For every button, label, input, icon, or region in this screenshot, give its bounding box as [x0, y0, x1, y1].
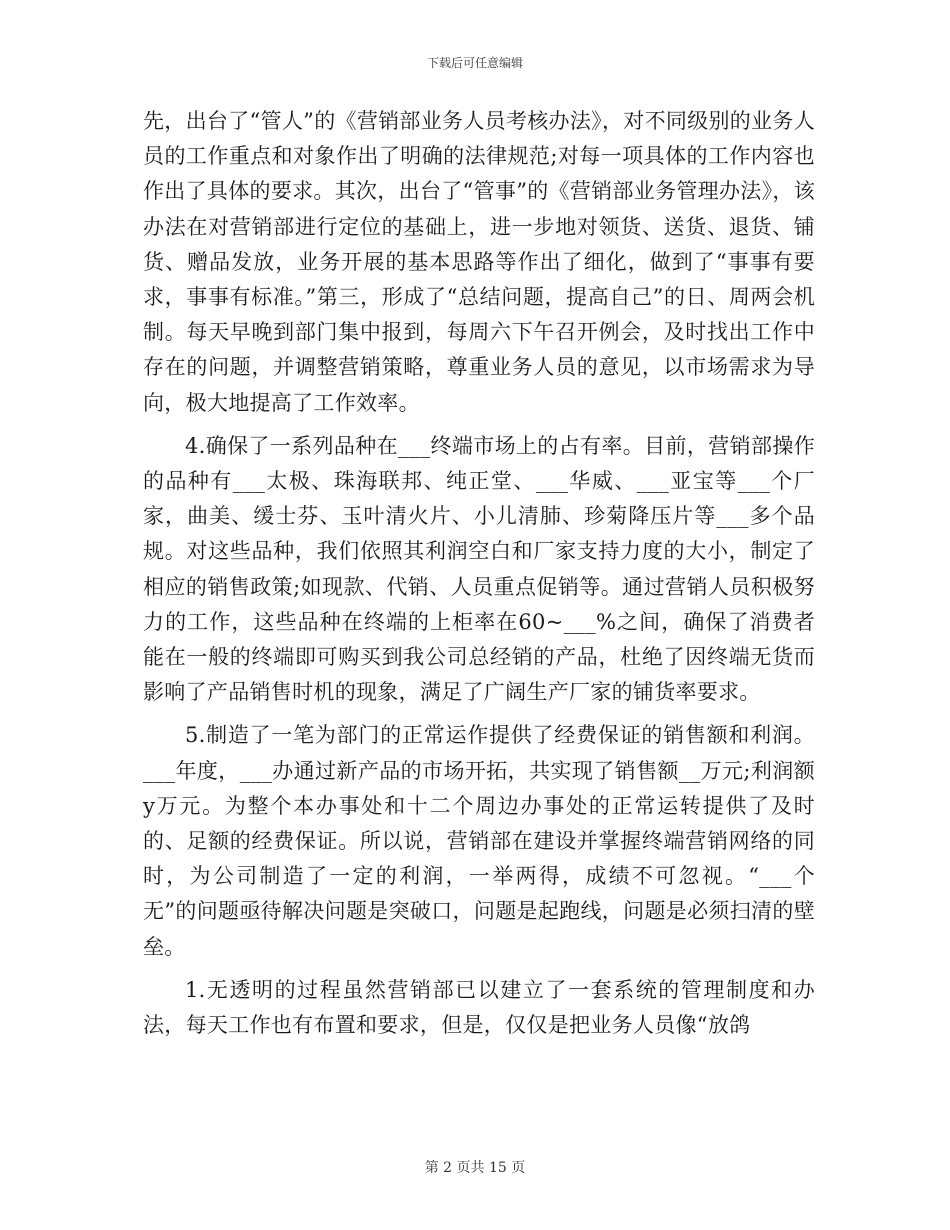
paragraph-item-5: 5.制造了一笔为部门的正常运作提供了经费保证的销售额和利润。___年度，___办通过新产品的市场开拓，共实现了销售额__万元;利润额y万元。为整个本办事处和十二个周边办事处的正常运转提供了及时的、足额的经费保证。所以说，营销部在建设并掌握终端营销网络的同时，为公司制造了一定的利润，一举两得，成绩不可忽视。“___个无”的问题亟待解决问题是突破口，问题是起跑线，问题是必须扫清的壁垒。 — [143, 723, 815, 959]
paragraph-item-1: 1.无透明的过程虽然营销部已以建立了一套系统的管理制度和办法，每天工作也有布置和要求，但是，仅仅是把业务人员像“放鸽 — [143, 977, 815, 1038]
paragraph-item-4: 4.确保了一系列品种在___终端市场上的占有率。目前，营销部操作的品种有___太极、珠海联邦、纯正堂、___华威、___亚宝等___个厂家，曲美、缓士芬、玉叶清火片、小儿清肺、珍菊降压片等___多个品规。对这些品种，我们依照其利润空白和厂家支持力度的大小，制定了相应的销售政策;如现款、代销、人员重点促销等。通过营销人员积极努力的工作，这些品种在终端的上柜率在60~___%之间，确保了消费者能在一般的终端即可购买到我公司总经销的产品，杜绝了因终端无货而影响了产品销售时机的现象，满足了广阔生产厂家的铺货率要求。 — [143, 433, 815, 705]
document-body — [143, 104, 815, 1043]
page-footer: 第 2 页共 15 页 — [424, 1160, 526, 1176]
page-header: 下载后可任意编辑 — [426, 56, 523, 70]
paragraph-continuation: 先，出台了“管人”的《营销部业务人员考核办法》，对不同级别的业务人员的工作重点和对象作出了明确的法律规范;对每一项具体的工作内容也作出了具体的要求。其次，出台了“管事”的《营销部业务管理办法》，该办法在对营销部进行定位的基础上，进一步地对领货、送货、退货、铺货、赠品发放，业务开展的基本思路等作出了细化，做到了“事事有要求，事事有标准。”第三，形成了“总结问题，提高自己”的日、周两会机制。每天早晚到部门集中报到，每周六下午召开例会，及时找出工作中存在的问题，并调整营销策略，尊重业务人员的意见，以市场需求为导向，极大地提高了工作效率。 — [143, 109, 815, 415]
